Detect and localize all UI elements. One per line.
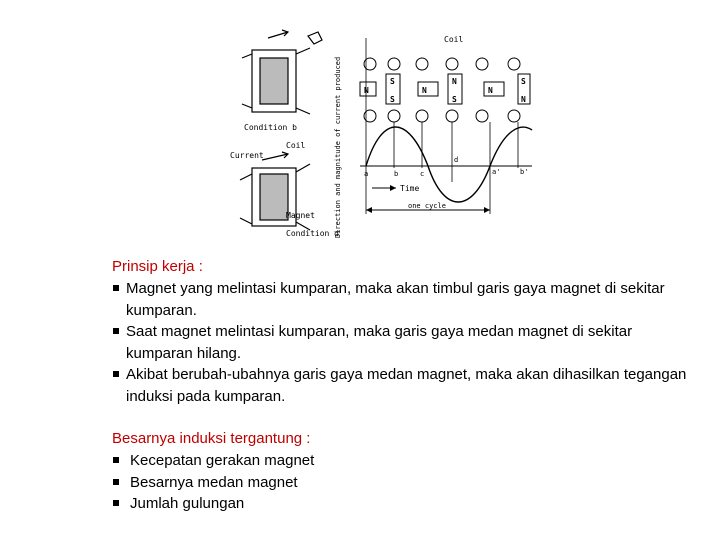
condition-d-caption: Condition d [286, 229, 339, 238]
magnet-row [360, 74, 530, 104]
besarnya-induksi-title: Besarnya induksi tergantung : [112, 430, 311, 447]
condition-b-device [242, 30, 322, 114]
magnet-label-4: N [422, 86, 427, 95]
list-item: Saat magnet melintasi kumparan, maka garis gaya medan magnet di sekitar kumparan hilang. [112, 321, 692, 364]
list-item: Jumlah gulungan [112, 493, 432, 515]
besarnya-induksi-list [112, 450, 432, 515]
time-label: Time [400, 184, 420, 193]
vertical-axis-label: Direction and magnitude of current produced [334, 56, 342, 238]
point-a-prime: a' [492, 168, 501, 176]
current-label: Current [230, 151, 264, 160]
magnet-label-1: N [364, 86, 369, 95]
magnet-label-8: S [521, 77, 526, 86]
magnet-label-6: S [452, 95, 457, 104]
point-c: c [420, 170, 425, 178]
prinsip-kerja-title: Prinsip kerja : [112, 258, 203, 275]
magnet-label: Magnet [286, 211, 315, 220]
list-item: Akibat berubah-ubahnya garis gaya medan magnet, maka akan dihasilkan tegangan induksi pada kumparan. [112, 364, 692, 407]
prinsip-kerja-list [112, 278, 692, 407]
time-arrow-head [390, 185, 396, 191]
cycle-label: one cycle [408, 202, 446, 210]
coil-circles-top [364, 58, 520, 70]
magnet-label-2: S [390, 77, 395, 86]
point-a: a [364, 170, 369, 178]
point-b-prime: b' [520, 168, 529, 176]
point-b: b [394, 170, 399, 178]
list-item: Kecepatan gerakan magnet [112, 450, 432, 472]
generator-diagram [222, 18, 534, 244]
magnet-label-9: N [521, 95, 526, 104]
list-item: Besarnya medan magnet [112, 472, 432, 494]
list-item: Magnet yang melintasi kumparan, maka akan timbul garis gaya magnet di sekitar kumparan. [112, 278, 692, 321]
sine-wave [366, 127, 532, 202]
condition-b-caption: Condition b [244, 123, 297, 132]
left-coil-label: Coil [286, 141, 306, 150]
coil-circles-bottom [364, 110, 520, 122]
point-d: d [454, 156, 459, 164]
magnet-label-3: S [390, 95, 395, 104]
induction-diagram-svg [222, 18, 534, 244]
coil-label: Coil [444, 35, 464, 44]
magnet-label-5: N [452, 77, 457, 86]
magnet-label-7: N [488, 86, 493, 95]
